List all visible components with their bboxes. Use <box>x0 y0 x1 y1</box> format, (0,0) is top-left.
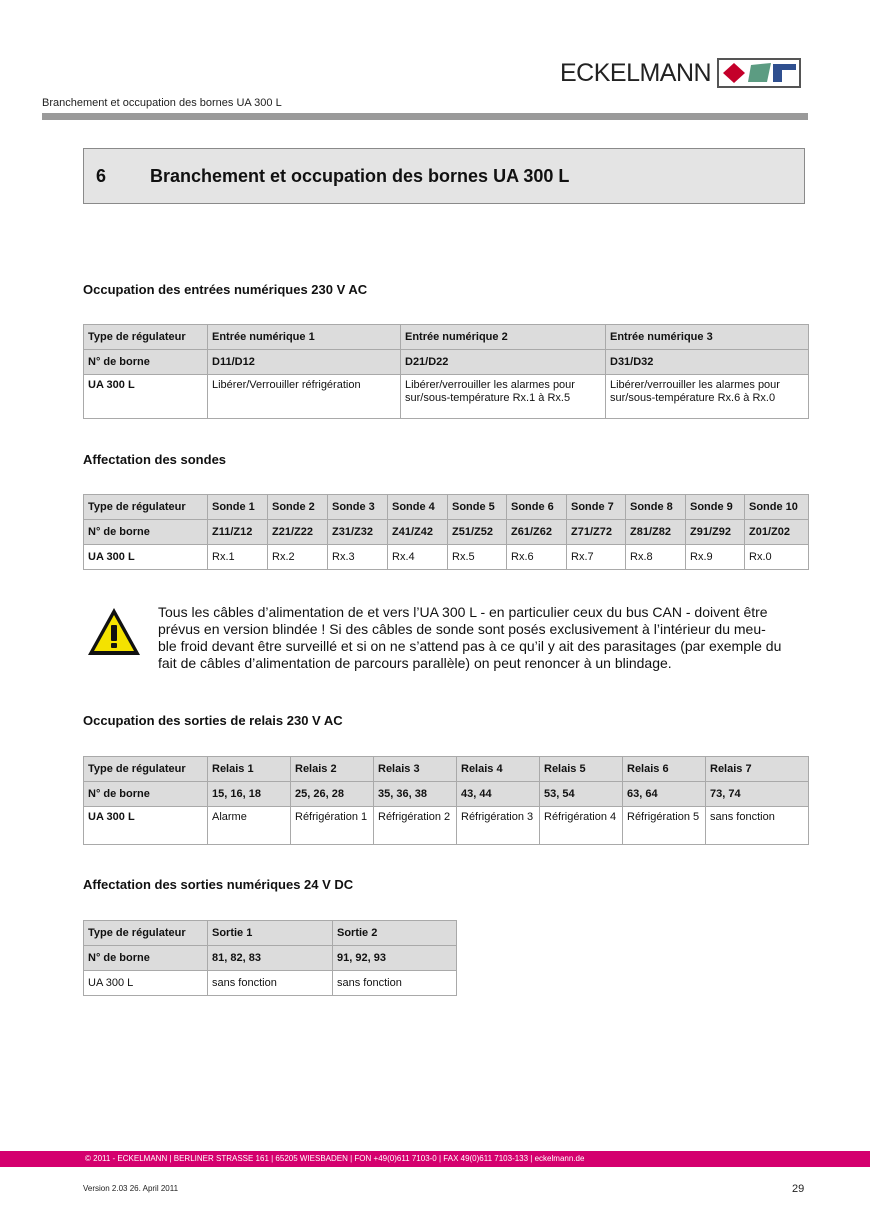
table-cell: UA 300 L <box>84 807 208 845</box>
table-cell: Entrée numérique 2 <box>401 325 606 350</box>
footer-imprint: © 2011 - ECKELMANN | BERLINER STRASSE 161 | 65205 WIESBADEN | FON +49(0)611 7103-0 | FAX 49(0)611 7103-133 | eckelmann.de <box>85 1154 585 1163</box>
table-cell: sans fonction <box>706 807 809 845</box>
eckelmann-logo <box>560 58 801 88</box>
table-cell: Rx.7 <box>567 545 626 570</box>
table-cell: Z81/Z82 <box>626 520 686 545</box>
table-cell: Sonde 8 <box>626 495 686 520</box>
table-cell: Relais 1 <box>208 757 291 782</box>
table-cell: Relais 3 <box>374 757 457 782</box>
table-row <box>84 971 457 996</box>
table-cell: Rx.4 <box>388 545 448 570</box>
table-cell: Sonde 2 <box>268 495 328 520</box>
table-cell: Relais 5 <box>540 757 623 782</box>
table-cell: sans fonction <box>333 971 457 996</box>
chapter-title: Branchement et occupation des bornes UA 300 L <box>150 165 570 186</box>
table-cell: Sonde 1 <box>208 495 268 520</box>
table-cell: Sonde 9 <box>686 495 745 520</box>
page-number: 29 <box>792 1183 805 1195</box>
table-row <box>84 946 457 971</box>
table-cell: Rx.1 <box>208 545 268 570</box>
probes-table <box>83 494 809 570</box>
table-cell: 53, 54 <box>540 782 623 807</box>
version-info: Version 2.03 26. April 2011 <box>83 1184 179 1193</box>
table-header-row <box>84 757 809 782</box>
table-cell: Type de régulateur <box>84 921 208 946</box>
chapter-number: 6 <box>96 165 107 186</box>
table-cell: Entrée numérique 1 <box>208 325 401 350</box>
table-cell: Type de régulateur <box>84 325 208 350</box>
table-cell: Sonde 6 <box>507 495 567 520</box>
chapter-heading <box>83 148 805 204</box>
table-cell: Alarme <box>208 807 291 845</box>
table-cell: D11/D12 <box>208 350 401 375</box>
logo-text: ECKELMANN <box>560 58 712 87</box>
table-cell: Relais 6 <box>623 757 706 782</box>
table-cell: UA 300 L <box>84 971 208 996</box>
table-cell: Z01/Z02 <box>745 520 809 545</box>
table-cell: Z11/Z12 <box>208 520 268 545</box>
table-cell: 35, 36, 38 <box>374 782 457 807</box>
table-cell: Libérer/verrouiller les alarmes pour sur/sous-température Rx.6 à Rx.0 <box>606 375 809 419</box>
logo-mark-icon <box>717 58 801 88</box>
table-cell: Z21/Z22 <box>268 520 328 545</box>
table-cell: Type de régulateur <box>84 757 208 782</box>
table-row <box>84 520 809 545</box>
table-cell: Rx.9 <box>686 545 745 570</box>
table-cell: Rx.3 <box>328 545 388 570</box>
table-cell: 81, 82, 83 <box>208 946 333 971</box>
table-cell: Entrée numérique 3 <box>606 325 809 350</box>
table-row <box>84 807 809 845</box>
table-cell: Réfrigération 3 <box>457 807 540 845</box>
table-cell: Z31/Z32 <box>328 520 388 545</box>
section-heading-probes: Affectation des sondes <box>83 452 227 467</box>
running-header: Branchement et occupation des bornes UA 300 L <box>42 97 282 109</box>
warning-text <box>158 604 810 672</box>
table-row <box>84 375 809 419</box>
table-header-row <box>84 921 457 946</box>
table-cell: 15, 16, 18 <box>208 782 291 807</box>
warning-line: ble froid devant être surveillé et si on ne s’attend pas à ce qu’il y ait des parasitages (par exemple du <box>158 638 782 654</box>
table-cell: Sonde 4 <box>388 495 448 520</box>
warning-line: prévus en version blindée ! Si des câbles de sonde sont posés exclusivement à l’intérieur du meu- <box>158 621 766 637</box>
table-row <box>84 350 809 375</box>
table-header-row <box>84 495 809 520</box>
header-rule <box>42 113 808 120</box>
table-cell: 63, 64 <box>623 782 706 807</box>
table-cell: Relais 4 <box>457 757 540 782</box>
table-cell: Type de régulateur <box>84 495 208 520</box>
digital-outputs-table <box>83 920 457 996</box>
table-cell: Sonde 7 <box>567 495 626 520</box>
table-cell: Rx.2 <box>268 545 328 570</box>
table-cell: 43, 44 <box>457 782 540 807</box>
table-cell: Relais 2 <box>291 757 374 782</box>
table-cell: Réfrigération 5 <box>623 807 706 845</box>
table-cell: UA 300 L <box>84 545 208 570</box>
table-cell: N° de borne <box>84 782 208 807</box>
table-cell: UA 300 L <box>84 375 208 419</box>
table-cell: Z91/Z92 <box>686 520 745 545</box>
table-cell: Réfrigération 1 <box>291 807 374 845</box>
table-cell: 25, 26, 28 <box>291 782 374 807</box>
table-cell: Sonde 10 <box>745 495 809 520</box>
table-cell: Z51/Z52 <box>448 520 507 545</box>
table-cell: Réfrigération 2 <box>374 807 457 845</box>
section-heading-digital-outputs: Affectation des sorties numériques 24 V DC <box>83 877 354 892</box>
relay-outputs-table <box>83 756 809 845</box>
table-cell: Sortie 2 <box>333 921 457 946</box>
section-heading-digital-inputs: Occupation des entrées numériques 230 V AC <box>83 282 368 297</box>
table-cell: Libérer/verrouiller les alarmes pour sur/sous-température Rx.1 à Rx.5 <box>401 375 606 419</box>
table-cell: N° de borne <box>84 350 208 375</box>
table-cell: Z71/Z72 <box>567 520 626 545</box>
table-cell: sans fonction <box>208 971 333 996</box>
table-row <box>84 545 809 570</box>
table-cell: 73, 74 <box>706 782 809 807</box>
warning-icon <box>86 606 142 663</box>
table-cell: Rx.6 <box>507 545 567 570</box>
table-cell: Rx.8 <box>626 545 686 570</box>
table-cell: N° de borne <box>84 946 208 971</box>
table-cell: 91, 92, 93 <box>333 946 457 971</box>
table-header-row <box>84 325 809 350</box>
digital-inputs-table <box>83 324 809 419</box>
table-cell: Sonde 3 <box>328 495 388 520</box>
section-heading-relay-outputs: Occupation des sorties de relais 230 V AC <box>83 713 343 728</box>
table-cell: N° de borne <box>84 520 208 545</box>
table-cell: Z61/Z62 <box>507 520 567 545</box>
table-cell: D31/D32 <box>606 350 809 375</box>
table-cell: D21/D22 <box>401 350 606 375</box>
table-cell: Rx.5 <box>448 545 507 570</box>
table-cell: Z41/Z42 <box>388 520 448 545</box>
table-cell: Libérer/Verrouiller réfrigération <box>208 375 401 419</box>
table-cell: Réfrigération 4 <box>540 807 623 845</box>
table-row <box>84 782 809 807</box>
warning-line: Tous les câbles d’alimentation de et vers l’UA 300 L - en particulier ceux du bus CAN - doivent être <box>158 604 768 620</box>
table-cell: Relais 7 <box>706 757 809 782</box>
table-cell: Sonde 5 <box>448 495 507 520</box>
table-cell: Rx.0 <box>745 545 809 570</box>
warning-line: fait de câbles d’alimentation de parcours parallèle) on peut renoncer à un blindage. <box>158 655 672 671</box>
table-cell: Sortie 1 <box>208 921 333 946</box>
